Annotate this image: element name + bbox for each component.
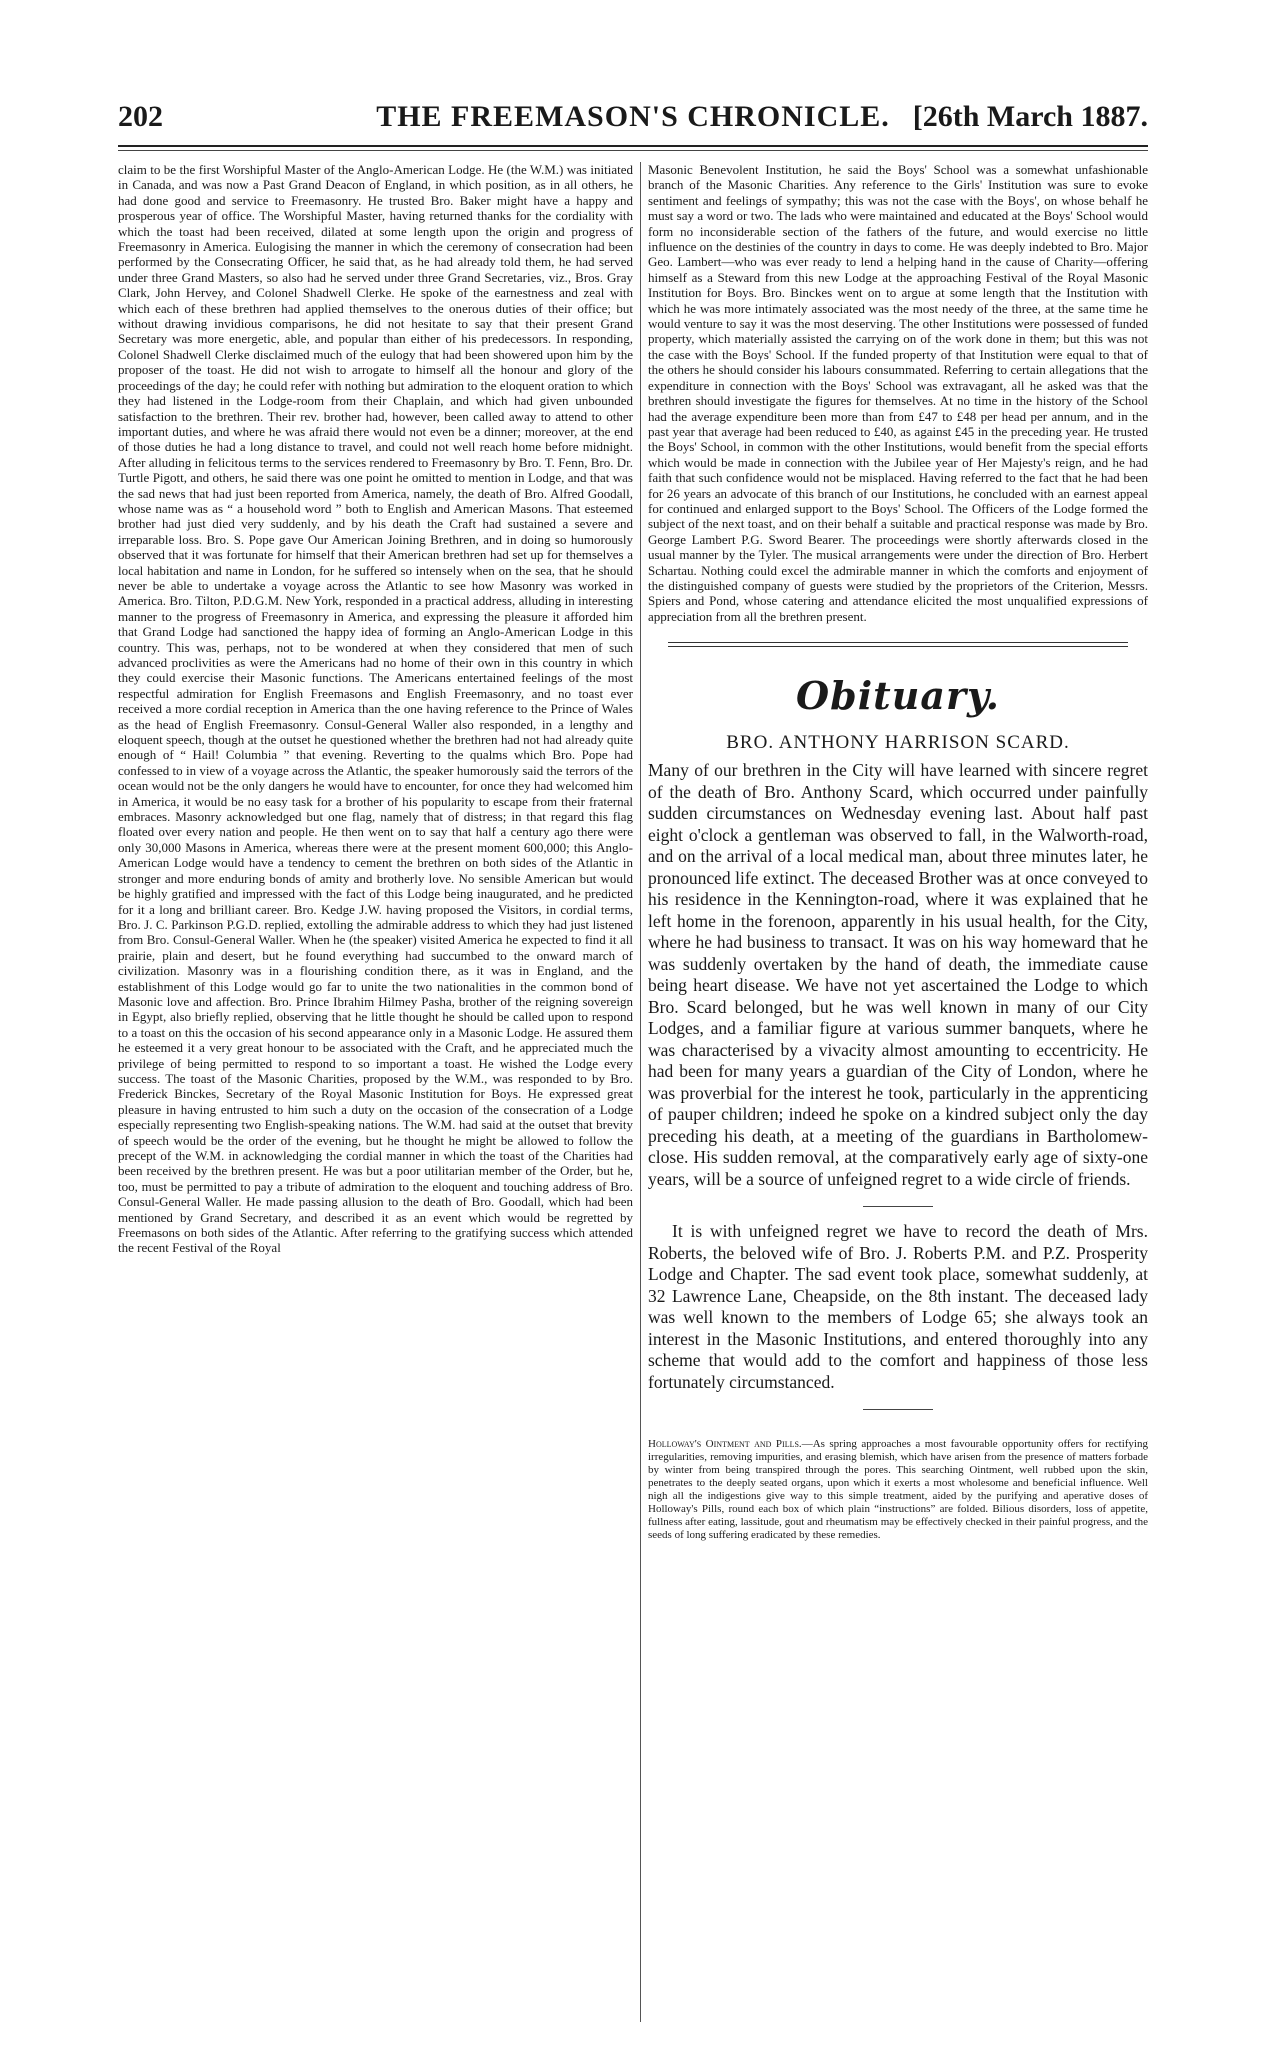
- advert-title: Holloway's Ointment and Pills.: [648, 1438, 802, 1451]
- obituary-subheading: BRO. ANTHONY HARRISON SCARD.: [726, 732, 1070, 754]
- masthead-rule-thin: [118, 150, 1148, 151]
- left-column: [118, 162, 633, 1256]
- second-death-notice: It is with unfeigned regret we have to record the death of Mrs. Roberts, the beloved wife of Bro. J. Roberts P.M. and P.Z. Prosperity Lodge and Chapter. The sad event took place, somewhat suddenly, at 32 Lawrence Lane, Cheapside, on the 8th instant. The deceased lady was well known to the members of Lodge 65; she always took an interest in the Masonic Institutions, and entered thoroughly into any scheme that would add to the comfort and happiness of those less fortunately circumstanced.: [648, 1221, 1148, 1392]
- advertisement: [648, 1438, 1148, 1542]
- newspaper-title: THE FREEMASON'S CHRONICLE.: [376, 100, 890, 133]
- column-divider: [640, 162, 641, 2022]
- section-divider: [668, 642, 1128, 647]
- masthead-rule: [118, 145, 1148, 147]
- page-number: 202: [118, 100, 163, 133]
- continued-report-paragraph: Masonic Benevolent Institution, he said the Boys' School was a somewhat unfashionable branch of the Masonic Charities. Any reference to the Girls' Institution was sure to evoke sentiment and feelings of sympathy; this was not the case with the Boys', on whose behalf he must say a word or two. The lads who were maintained and educated at the Boys' School would form no inconsiderable section of the fathers of the future, and would exercise no little influence on the destinies of the country in days to come. He was deeply indebted to Bro. Major Geo. Lambert—who was ever ready to lend a helping hand in the cause of Charity—offering himself as a Steward from this new Lodge at the approaching Festival of the Royal Masonic Institution for Boys. Bro. Binckes went on to argue at some length that the Institution with which he was more intimately associated was the most needy of the three, at the same time he would venture to say it was the most deserving. The other Institutions were possessed of funded property, which materially assisted the carrying on of the work done in them; but this was not the case with the Boys' School. If the funded property of that Institution were equal to that of the others he should consider his labours consummated. Referring to certain allegations that the expenditure in connection with the Boys' School was extravagant, all he asked was that the brethren should investigate the figures for themselves. At no time in the history of the School had the average expenditure been more than from £47 to £48 per head per annum, and in the past year that average had been reduced to £40, as against £45 in the preceding year. He trusted the Boys' School, in common with the other Institutions, would benefit from the special efforts which would be made in connection with the Jubilee year of Her Majesty's reign, and he had faith that such confidence would not be misplaced. Having referred to the fact that he had been for 26 years an advocate of this branch of our Institutions, he concluded with an earnest appeal for continued and enlarged support to the Boys' School. The Officers of the Lodge formed the subject of the next toast, and on their behalf a suitable and practical response was made by Bro. George Lambert P.G. Sword Bearer. The proceedings were shortly afterwards closed in the usual manner by the Tyler. The musical arrangements were under the direction of Bro. Herbert Schartau. Nothing could excel the admirable manner in which the comforts and enjoyment of the distinguished company of guests were studied by the proprietors of the Criterion, Messrs. Spiers and Pond, whose catering and attendance elicited the most unqualified expressions of appreciation from all the brethren present.: [648, 162, 1148, 624]
- masthead: [118, 100, 1148, 140]
- left-column-paragraph: claim to be the first Worshipful Master of the Anglo-American Lodge. He (the W.M.) was initiated in Canada, and was now a Past Grand Deacon of England, in which position, as in all others, he had done good and service to Freemasonry. He trusted Bro. Baker might have a happy and prosperous year of office. The Worshipful Master, having returned thanks for the cordiality with which the toast had been received, dilated at some length upon the origin and progress of Freemasonry in America. Eulogising the manner in which the ceremony of consecration had been performed by the Consecrating Officer, he said that, as he had already told them, he had served under three Grand Masters, so also had he served under three Grand Secretaries, viz., Bros. Gray Clark, John Hervey, and Colonel Shadwell Clerke. He spoke of the earnestness and zeal with which each of these brethren had applied themselves to the onerous duties of their office; but without drawing invidious comparisons, he did not hesitate to say that their present Grand Secretary was more energetic, able, and popular than either of his predecessors. In responding, Colonel Shadwell Clerke disclaimed much of the eulogy that had been showered upon him by the proposer of the toast. He did not wish to arrogate to himself all the honour and glory of the proceedings of the day; he could refer with nothing but admiration to the eloquent oration to which they had listened in the Lodge-room from their Chaplain, and which had given unbounded satisfaction to the brethren. Their rev. brother had, however, been called away to attend to other important duties, and where he was afraid there would not even be a dinner; moreover, at the end of those duties he had a long distance to travel, and could not well reach home before midnight. After alluding in felicitous terms to the services rendered to Freemasonry by Bro. T. Fenn, Bro. Dr. Turtle Pigott, and others, he said there was one point he omitted to mention in Lodge, and that was the sad news that had just been reported from America, namely, the death of Bro. Alfred Goodall, whose name was as “ a household word ” both to English and American Masons. That esteemed brother had just died very suddenly, and by his death the Craft had sustained a severe and irreparable loss. Bro. S. Pope gave Our American Joining Brethren, and in doing so humorously observed that it was fortunate for himself that their American brethren had set up for themselves a local habitation and name in London, for he suffered so intensely when on the sea, that he should never be able to undertake a voyage across the Atlantic to see how Masonry was worked in America. Bro. Tilton, P.D.G.M. New York, responded in a practical address, alluding in interesting manner to the progress of Freemasonry in America, and expressing the pleasure it afforded him that Grand Lodge had sanctioned the happy idea of forming an Anglo-American Lodge in this country. This was, perhaps, not to be wondered at when they considered that men of such advanced proclivities as were the Americans had no home of their own in this country in which they could exercise their Masonic functions. The Americans entertained feelings of the most respectful admiration for English Freemasons and English Freemasonry, and no toast ever received a more cordial reception in America than the one having reference to the Prince of Wales as the head of English Freemasonry. Consul-General Waller also responded, in a lengthy and eloquent speech, though at the outset he questioned whether the brethren had not had already quite enough of “ Hail! Columbia ” that evening. Reverting to the qualms which Bro. Pope had confessed to in view of a voyage across the Atlantic, the speaker humorously said the terrors of the ocean would not be the only dangers he would have to encounter, for once they had welcomed him in America, it would be no easy task for a brother of his popularity to escape from their fraternal embraces. Masonry acknowledged but one flag, namely that of distress; in that regard this flag floated over every nation and people. He then went on to say that half a century ago there were only 30,000 Masons in America, whereas there were at the present moment 600,000; this Anglo-American Lodge would have a tendency to cement the brethren on both sides of the Atlantic in stronger and more enduring bonds of amity and brotherly love. No sensible American but would be highly gratified and impressed with the fact of this Lodge being inaugurated, and he predicted for it a long and brilliant career. Bro. Kedge J.W. having proposed the Visitors, in cordial terms, Bro. J. C. Parkinson P.G.D. replied, extolling the admirable address to which they had just listened from Bro. Consul-General Waller. When he (the speaker) visited America he expected to find it all prairie, plain and desert, but he found everything had succumbed to the onward march of civilization. Masonry was in a flourishing condition there, as it was in England, and the establishment of this Lodge would go far to unite the two nationalities in the common bond of Masonic love and affection. Bro. Prince Ibrahim Hilmey Pasha, brother of the reigning sovereign in Egypt, also briefly replied, observing that he little thought he should be called upon to respond to a toast on this the occasion of his second appearance only in a Masonic Lodge. He assured them he esteemed it a very great honour to be associated with the Craft, and he appreciated much the privilege of being permitted to respond to so important a toast. He wished the Lodge every success. The toast of the Masonic Charities, proposed by the W.M., was responded to by Bro. Frederick Binckes, Secretary of the Royal Masonic Institution for Boys. He expressed great pleasure in having entrusted to him such a duty on the occasion of the consecration of a Lodge especially representing two English-speaking nations. The W.M. had said at the outset that brevity of speech would be the order of the evening, but he thought he might be allowed to follow the precept of the W.M. in acknowledging the cordial manner in which the toast of the Charities had been received by the brethren present. He was but a poor utilitarian member of the Order, but he, too, must be permitted to pay a tribute of admiration to the eloquent and touching address of Bro. Consul-General Waller. He made passing allusion to the death of Bro. Goodall, which had been mentioned by Grand Secretary, and described it as an event which would be regretted by Freemasons on both sides of the Atlantic. After referring to the gratifying success which attended the recent Festival of the Royal: [118, 162, 633, 1256]
- advert-text: —As spring approaches a most favourable opportunity offers for rectifying irregularities, removing impurities, and erasing blemish, which have arisen from the presence of matters forbade by winter from being transpired through the pores. This searching Ointment, well rubbed upon the skin, penetrates to the deeply seated organs, upon which it exerts a most wholesome and beneficial influence. Well nigh all the indigestions give way to this simple treatment, aided by the purifying and aperative doses of Holloway's Pills, round each box of which plain “instructions” are folded. Bilious disorders, loss of appetite, fullness after eating, lassitude, gout and rheumatism may be effectively checked in their painful progress, and the seeds of long suffering eradicated by these remedies.: [648, 1438, 1148, 1542]
- short-divider: [863, 1206, 933, 1207]
- short-divider-2: [863, 1409, 933, 1410]
- right-column: [648, 162, 1148, 1542]
- obituary-heading: Obituary.: [796, 673, 1000, 719]
- obituary-text: Many of our brethren in the City will have learned with sincere regret of the death of Bro. Anthony Scard, which occurred under painfully sudden circumstances on Wednesday evening last. About half past eight o'clock a gentleman was observed to fall, in the Walworth-road, and on the arrival of a local medical man, about three minutes later, he pronounced life extinct. The deceased Brother was at once conveyed to his residence in the Kennington-road, where it was explained that he left home in the forenoon, apparently in his usual health, for the City, where he had business to transact. It was on his way homeward that he was suddenly overtaken by the hand of death, the immediate cause being heart disease. We have not yet ascertained the Lodge to which Bro. Scard belonged, but he was well known in many of our City Lodges, and a familiar figure at various summer banquets, where he was characterised by a vivacity almost amounting to eccentricity. He had been for many years a guardian of the City of London, where he was proverbial for the interest he took, particularly in the apprenticing of pauper children; indeed he spoke on a kindred subject only the day preceding his death, at a meeting of the guardians in Bartholomew-close. His sudden removal, at the comparatively early age of sixty-one years, will be a source of unfeigned regret to a wide circle of friends.: [648, 760, 1148, 1189]
- issue-date: [26th March 1887.: [912, 100, 1148, 133]
